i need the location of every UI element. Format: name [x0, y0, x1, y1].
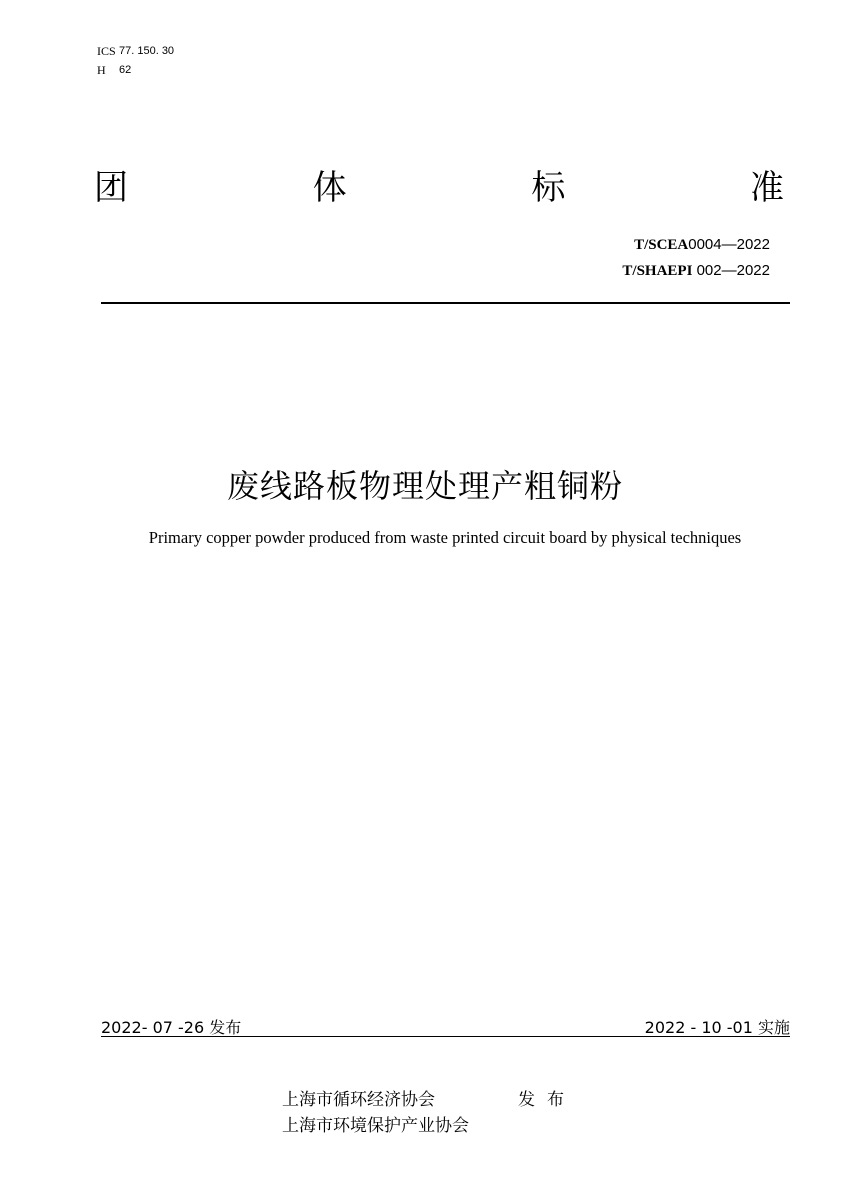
standard-kind-char: 标 [531, 167, 566, 208]
ccs-code: 62 [119, 64, 132, 76]
standard-code-scea [622, 232, 770, 258]
publisher-line [282, 1087, 576, 1113]
document-title-english: Primary copper powder produced from waste printed circuit board by physical techniques [148, 528, 742, 547]
code-number: 0004—2022 [688, 236, 770, 253]
header-divider [101, 302, 790, 304]
ics-label: ICS [97, 44, 116, 58]
classification-codes [97, 42, 174, 80]
publishers-block [282, 1087, 576, 1139]
implementation-date: 2022 - 10 -01 实施 [644, 1018, 790, 1037]
publish-date: 2022- 07 -26 发布 [101, 1018, 242, 1037]
publisher-org-1: 上海市循环经济协会 [282, 1090, 435, 1110]
code-prefix: T/SHAEPI [622, 263, 693, 279]
standard-code-shaepi [622, 258, 770, 284]
standard-codes [622, 232, 770, 284]
publisher-line [282, 1113, 576, 1139]
ics-row [97, 42, 174, 61]
publish-action: 发布 [518, 1090, 576, 1110]
standard-kind-char: 体 [312, 167, 347, 208]
document-title-chinese: 废线路板物理处理产粗铜粉 [226, 467, 623, 505]
publisher-org-2: 上海市环境保护产业协会 [282, 1116, 469, 1136]
footer-divider [101, 1036, 790, 1037]
ccs-label: H [97, 63, 106, 77]
code-prefix: T/SCEA [634, 237, 689, 253]
ccs-row [97, 61, 174, 80]
standard-kind-char: 团 [94, 167, 128, 208]
standard-kind-char: 准 [749, 167, 784, 208]
code-number: 002—2022 [692, 262, 770, 279]
standard-kind-heading [94, 160, 784, 208]
ics-code: 77. 150. 30 [119, 45, 175, 57]
